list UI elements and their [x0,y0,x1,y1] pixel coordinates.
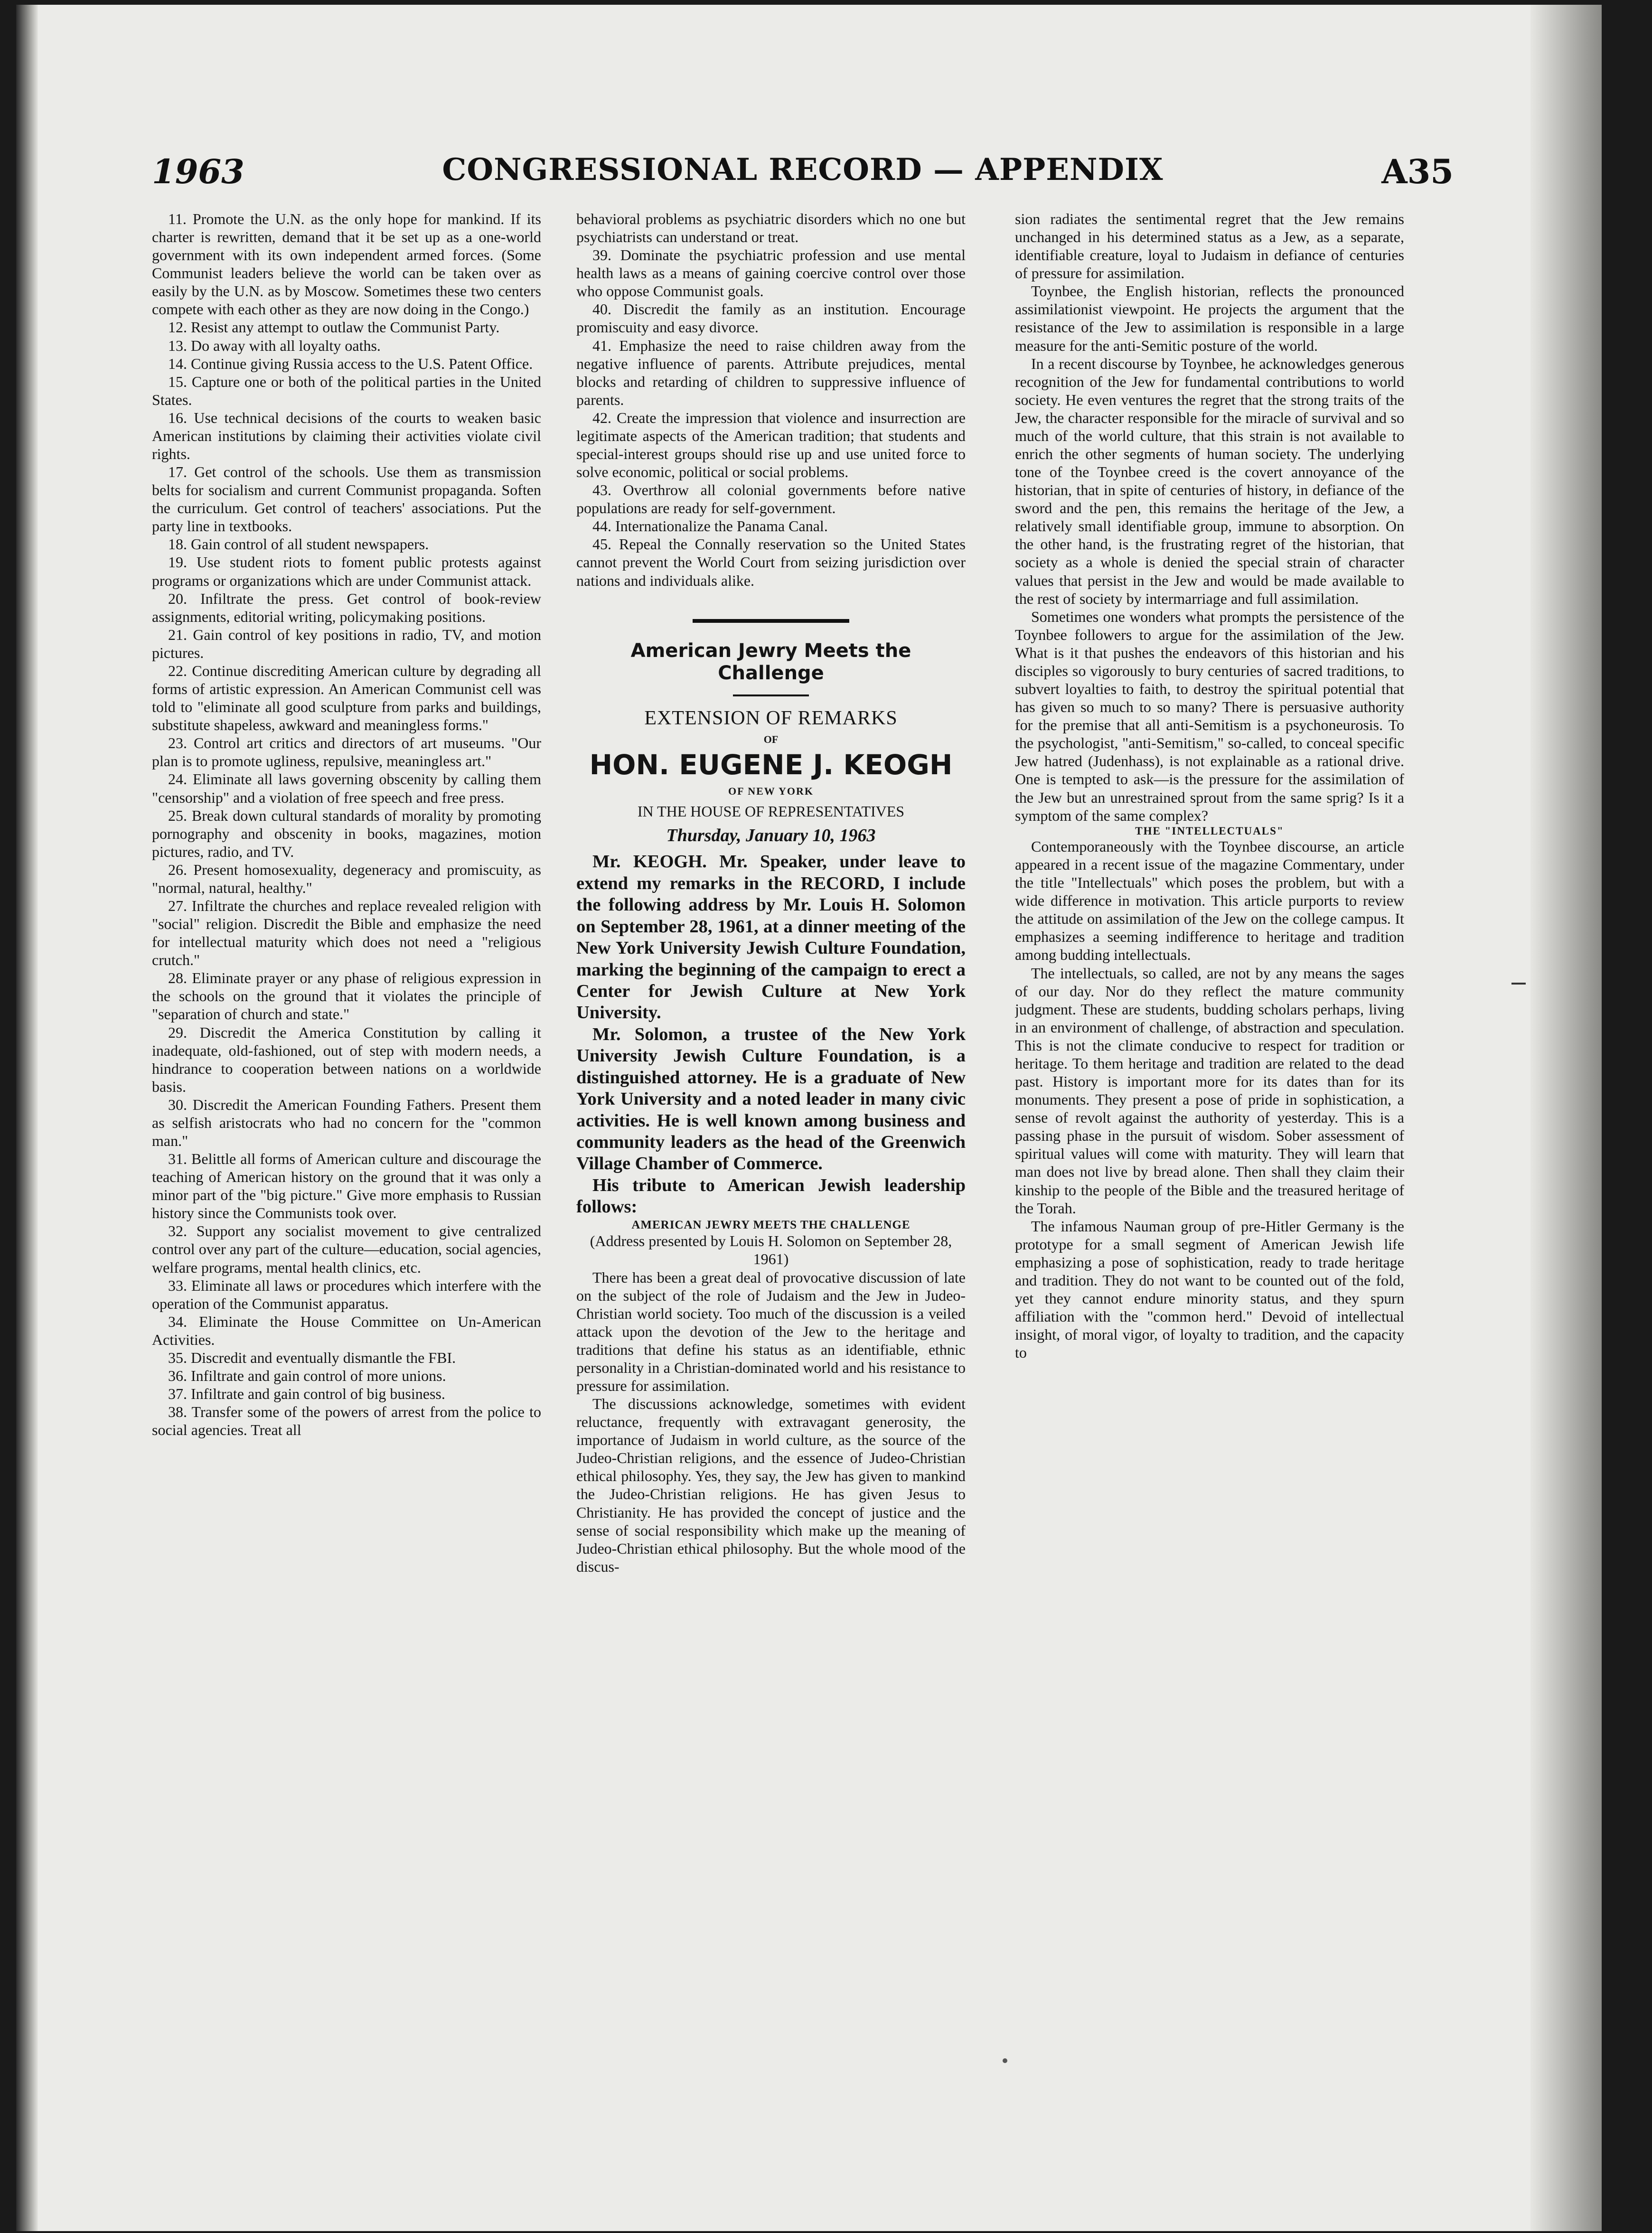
header-year: 1963 [152,152,244,191]
paragraph: Mr. KEOGH. Mr. Speaker, under leave to extend my remarks in the RECORD, I include the following address by Mr. Louis H. Solomon on September 28, 1961, at a dinner meeting of the New York University Jewish Culture Foundation, marking the beginning of the campaign to erect a Center for Jewish Culture at New York University. [576,852,966,1023]
paragraph: 40. Discredit the family as an institution. Encourage promiscuity and easy divorce. [576,300,966,336]
paragraph: 25. Break down cultural standards of morality by promoting pornography and obscenity in books, magazines, motion pictures, radio, and TV. [152,807,541,860]
page-edge-shadow [1530,5,1602,2231]
remarks-date: Thursday, January 10, 1963 [666,826,876,846]
paragraph: The infamous Nauman group of pre-Hitler Germany is the prototype for a small segment of American Jewish life emphasizing a pose of sophistication, ready to trade heritage and tradition. They do not want to be counted out of the fold, yet they cannot endure minority status, and they spurn affiliation with the "common herd." Devoid of intellectual insight, of moral vigor, of loyalty to tradition, and the capacity to [1015,1217,1404,1361]
paragraph: 36. Infiltrate and gain control of more unions. [168,1367,446,1384]
of-label: OF [763,733,779,745]
header-title: CONGRESSIONAL RECORD — APPENDIX [442,152,1164,188]
paragraph: 17. Get control of the schools. Use them as transmission belts for socialism and current Communist propaganda. Soften the curriculum. Get control of teachers' associations. Put the party line in textbooks. [152,463,541,535]
paragraph: 12. Resist any attempt to outlaw the Communist Party. [168,319,500,336]
address-title: AMERICAN JEWRY MEETS THE CHALLENGE [631,1218,910,1231]
paragraph: The intellectuals, so called, are not by any means the sages of our day. Nor do they reflect the mature community judgment. These are students, budding scholars perhaps, living in an environment of challenge, of abstraction and speculation. This is not the climate conducive to respect for tradition or heritage. To them heritage and tradition are related to the dead past. History is important more for its dates than for its monuments. They present a pose of pride in sophistication, a sense of revolt against the authority of yesterday. This is a passing phase in the pursuit of wisdom. Sober assessment of spiritual values will come with maturity. They will learn that man does not live by bread alone. Then shall they claim their kinship to the people of the Bible and the treasured heritage of the Torah. [1015,964,1404,1217]
paragraph: 11. Promote the U.N. as the only hope for mankind. If its charter is rewritten, demand that it be set up as a one-world government with its own independent armed forces. (Some Communist leaders believe the world can be taken over as easily by the U.N. as by Moscow. Sometimes these two centers compete with each other as they are now doing in the Congo.) [152,210,541,318]
paragraph: 35. Discredit and eventually dismantle the FBI. [168,1349,456,1366]
page-binding-shadow [16,5,38,2231]
title-rule [733,694,809,696]
newspaper-page [16,5,1602,2231]
member-state: OF NEW YORK [728,785,814,797]
paragraph: 33. Eliminate all laws or procedures which interfere with the operation of the Communist apparatus. [152,1276,541,1312]
margin-mark [1511,983,1526,985]
print-speck [1003,2058,1007,2063]
paragraph: 45. Repeal the Connally reservation so the United States cannot prevent the World Court from seizing jurisdiction over nations and individuals alike. [576,535,966,589]
paragraph: 39. Dominate the psychiatric profession and use mental health laws as a means of gaining coercive control over those who oppose Communist goals. [576,246,966,300]
column-3 [1015,210,1404,1995]
paragraph: There has been a great deal of provocative discussion of late on the subject of the role of Judaism and the Jew in Judeo-Christian world society. Too much of the discussion is a veiled attack upon the devotion of the Jew to the heritage and traditions that define his status as an identifiable, ethnic personality in a Christian-dominated world and his resistance to pressure for assimilation. [576,1268,966,1394]
extension-of-remarks: EXTENSION OF REMARKS [644,707,898,729]
header-page-number: A35 [1381,152,1454,191]
member-name: HON. EUGENE J. KEOGH [589,748,953,781]
paragraph: 24. Eliminate all laws governing obscenity by calling them "censorship" and a violation of free speech and free press. [152,770,541,806]
section-subhead: THE "INTELLECTUALS" [1135,825,1284,837]
paragraph: In a recent discourse by Toynbee, he acknowledges generous recognition of the Jew for fundamental contributions to world society. He even ventures the regret that the strong traits of the Jew, the character responsible for the miracle of survival and so much of the world culture, that this strain is not available to enrich the other segments of human society. The underlying tone of the Toynbee creed is the covert annoyance of the historian, that in spite of centuries of history, in defiance of the sword and the pen, this remains the heritage of the Jew, a relatively small identifiable group, immune to absorption. On the other hand, is the frustrating regret of the historian, that society as a whole is denied the special strain of character values that persist in the Jew and would be made available to the rest of society by intermarriage and full assimilation. [1015,355,1404,607]
column-2 [576,210,966,1995]
address-note: (Address presented by Louis H. Solomon on September 28, 1961) [590,1232,952,1268]
section-divider [693,619,849,623]
paragraph: 34. Eliminate the House Committee on Un-American Activities. [152,1313,541,1348]
paragraph: 32. Support any socialist movement to give centralized control over any part of the culture—education, social agencies, welfare programs, mental health clinics, etc. [152,1222,541,1276]
paragraph: The discussions acknowledge, sometimes with evident reluctance, frequently with extravagant generosity, the importance of Judaism in world culture, as the source of the Judeo-Christian religions, and the essence of Judeo-Christian ethical philosophy. Yes, they say, the Jew has given to mankind the Judeo-Christian religions. He has given Jesus to Christianity. He has provided the concept of justice and the sense of social responsibility which make up the meaning of Judeo-Christian ethical philosophy. But the whole mood of the discus- [576,1395,966,1575]
paragraph: behavioral problems as psychiatric disorders which no one but psychiatrists can understand or treat. [576,210,966,246]
paragraph: 31. Belittle all forms of American culture and discourage the teaching of American history on the ground that it was only a minor part of the "big picture." Give more emphasis to Russian history since the Communists took over. [152,1150,541,1222]
paragraph: Sometimes one wonders what prompts the persistence of the Toynbee followers to argue for the assimilation of the Jew. What is it that pushes the endeavors of this historian and his disciples so vigorously to bury centuries of sacred traditions, to subvert loyalties to faith, to destroy the spiritual potential that has given so much to so many? There is persuasive authority for the premise that all anti-Semitism is a psychoneurosis. To the psychologist, "anti-Semitism," so-called, to conceal specific Jew hatred (Judenhass), is not explainable as a rational drive. One is tempted to ask—is the pressure for the assimilation of the Jew but an unrestrained sprout from the same sprig? Is it a symptom of the same complex? [1015,608,1404,824]
paragraph: 29. Discredit the America Constitution by calling it inadequate, old-fashioned, out of step with modern needs, a hindrance to cooperation between nations on a worldwide basis. [152,1023,541,1095]
paragraph: 41. Emphasize the need to raise children away from the negative influence of parents. Attribute prejudices, mental blocks and retarding of children to suppressive influence of parents. [576,337,966,408]
paragraph: 18. Gain control of all student newspapers. [168,535,429,553]
paragraph: Contemporaneously with the Toynbee discourse, an article appeared in a recent issue of the magazine Commentary, under the title "Intellectuals" which poses the problem, but with a wide difference in motivation. This article purports to review the attitude on assimilation of the Jew on the college campus. It emphasizes a seeming indifference to heritage and tradition among budding intellectuals. [1015,838,1404,964]
paragraph: 14. Continue giving Russia access to the U.S. Patent Office. [168,355,533,372]
paragraph: 19. Use student riots to foment public protests against programs or organizations which are under Communist attack. [152,554,541,589]
paragraph: 43. Overthrow all colonial governments before native populations are ready for self-government. [576,481,966,517]
paragraph: 38. Transfer some of the powers of arrest from the police to social agencies. Treat all [152,1403,541,1439]
paragraph: 44. Internationalize the Panama Canal. [592,517,828,535]
paragraph: 15. Capture one or both of the political parties in the United States. [152,373,541,408]
paragraph: 26. Present homosexuality, degeneracy and promiscuity, as "normal, natural, healthy." [152,861,541,896]
paragraph: 27. Infiltrate the churches and replace revealed religion with "social" religion. Discredit the Bible and emphasize the need for intellectual maturity which does not need a "religious crutch." [152,897,541,969]
paragraph: Mr. Solomon, a trustee of the New York University Jewish Culture Foundation, is a distinguished attorney. He is a graduate of New York University and a noted leader in many civic activities. He is well known among business and community leaders as the head of the Greenwich Village Chamber of Commerce. [576,1024,966,1174]
chamber-label: IN THE HOUSE OF REPRESENTATIVES [637,803,905,820]
paragraph: 42. Create the impression that violence and insurrection are legitimate aspects of the American tradition; that students and special-interest groups should rise up and use united force to solve economic, political or social problems. [576,409,966,481]
paragraph: 16. Use technical decisions of the courts to weaken basic American institutions by claiming their activities violate civil rights. [152,409,541,463]
paragraph: 13. Do away with all loyalty oaths. [168,337,381,354]
column-1 [152,210,541,1995]
article-title: American Jewry Meets the Challenge [630,639,911,685]
page-header [152,152,1454,209]
paragraph: 22. Continue discrediting American culture by degrading all forms of artistic expression. An American Communist cell was told to "eliminate all good sculpture from parks and buildings, substitute shapeless, awkward and meaningless forms." [152,662,541,734]
paragraph: 37. Infiltrate and gain control of big business. [168,1385,445,1403]
remarks-body [576,851,966,1218]
paragraph: His tribute to American Jewish leadership follows: [576,1175,966,1217]
paragraph: 28. Eliminate prayer or any phase of religious expression in the schools on the ground that it violates the principle of "separation of church and state." [152,969,541,1023]
paragraph: sion radiates the sentimental regret that the Jew remains unchanged in his determined status as a Jew, as a separate, identifiable creature, loyal to Judaism in defiance of centuries of pressure for assimilation. [1015,210,1404,282]
paragraph: 21. Gain control of key positions in radio, TV, and motion pictures. [152,626,541,661]
paragraph: Toynbee, the English historian, reflects the pronounced assimilationist viewpoint. He projects the argument that the resistance of the Jew to assimilation is responsible in a large measure for the anti-Semitic posture of the world. [1015,282,1404,354]
paragraph: 30. Discredit the American Founding Fathers. Present them as selfish aristocrats who had no concern for the "common man." [152,1096,541,1149]
paragraph: 20. Infiltrate the press. Get control of book-review assignments, editorial writing, policymaking positions. [152,590,541,625]
paragraph: 23. Control art critics and directors of art museums. "Our plan is to promote ugliness, repulsive, meaningless art." [152,734,541,770]
